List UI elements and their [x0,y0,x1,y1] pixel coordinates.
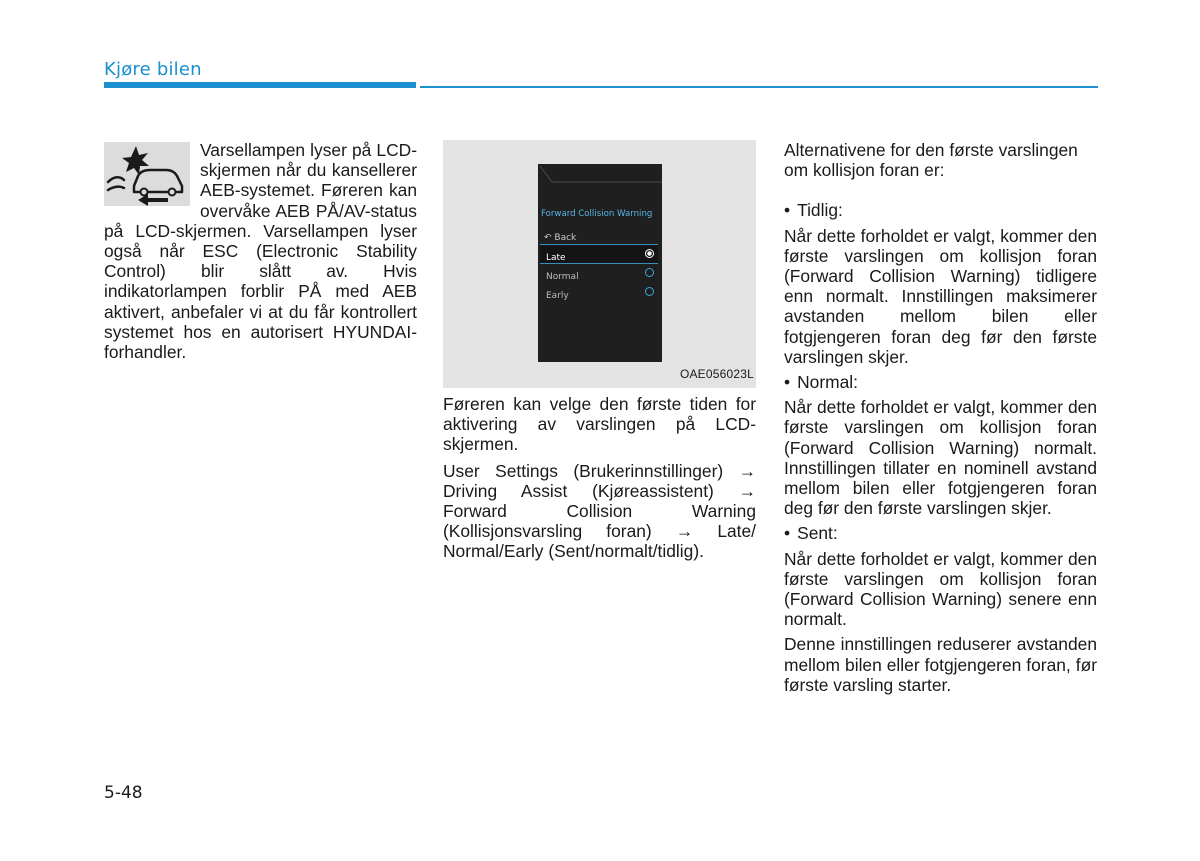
middle-column [443,140,756,562]
radio-selected-icon [645,249,654,258]
back-arrow-icon: ↶ [544,233,552,243]
radio-unselected-icon [645,268,654,277]
right-intro: Alternativene for den første varslingen om kollisjon foran er: [784,140,1078,181]
header-rule-thin [420,86,1098,88]
screen-option-late [540,244,658,264]
screen-option-label: Late [546,253,566,263]
bullet-text-sent: Når dette forholdet er valgt, kommer den første varslingen om kollisjon foran (Forward Collision Warning) senere enn normalt. [784,548,1097,630]
middle-paragraph-1: Føreren kan velge den første tiden for aktivering av varslingen på LCD-skjermen. [443,394,756,455]
bullet-text-normal: Når dette forholdet er valgt, kommer den første varslingen om kollisjon foran (Forward Collision Warning) normalt. Innstillingen tillater en nominell avstand mellom bilen eller fotgjengeren foran deg før den første varslingen skjer. [784,397,1097,519]
screen-option-label: Normal [546,272,579,282]
left-column [104,140,417,362]
screen-top-line [538,164,662,186]
right-column [784,140,1097,695]
radio-unselected-icon [645,287,654,296]
screen-option-label: Early [546,291,569,301]
bullet-normal: • Normal: [784,372,1097,392]
screen-title: Forward Collision Warning [541,209,653,219]
screen-back-label: Back [554,233,577,243]
section-title: Kjøre bilen [104,59,202,80]
page-number: 5-48 [104,783,143,803]
middle-paragraph-2: User Settings (Brukerinnstillinger) → Driving Assist (Kjøreassistent) → Forward Collision Warning (Kollisjonsvarsling foran) → Late/ Normal/Early (Sent/normalt/tidlig). [443,460,756,562]
left-paragraph: Varsellampen lyser på LCD-skjermen når du kansellerer AEB-systemet. Føreren kan overvåke AEB PÅ/AV-status på LCD-skjermen. Varsellampen lyser også når ESC (Electronic Stability Control) blir slått av. Hvis indikatorlampen forblir PÅ med AEB aktivert, anbefaler vi at du får kontrollert systemet hos en autorisert HYUNDAI-forhandler. [104,140,417,363]
screen-option-normal [540,264,658,282]
bullet-tidlig: • Tidlig: [784,200,1097,220]
figure-code: OAE056023L [679,366,754,381]
lcd-screen [538,164,662,362]
lcd-figure [443,140,756,388]
bullet-text-tidlig: Når dette forholdet er valgt, kommer den første varslingen om kollisjon foran (Forward Collision Warning) tidligere enn normalt. Innstillingen maksimerer avstanden mellom bilen eller fotgjengeren foran deg før den første varslingen skjer. [784,225,1097,367]
bullet-sent: • Sent: [784,523,1097,543]
middle-text [443,394,756,562]
spacer [784,180,1097,200]
forward-collision-warning-icon [104,142,190,206]
screen-option-early [540,283,658,301]
header-rule-thick [104,82,416,88]
right-closing: Denne innstillingen reduserer avstanden mellom bilen eller fotgjengeren foran, før første varsling starter. [784,634,1097,695]
